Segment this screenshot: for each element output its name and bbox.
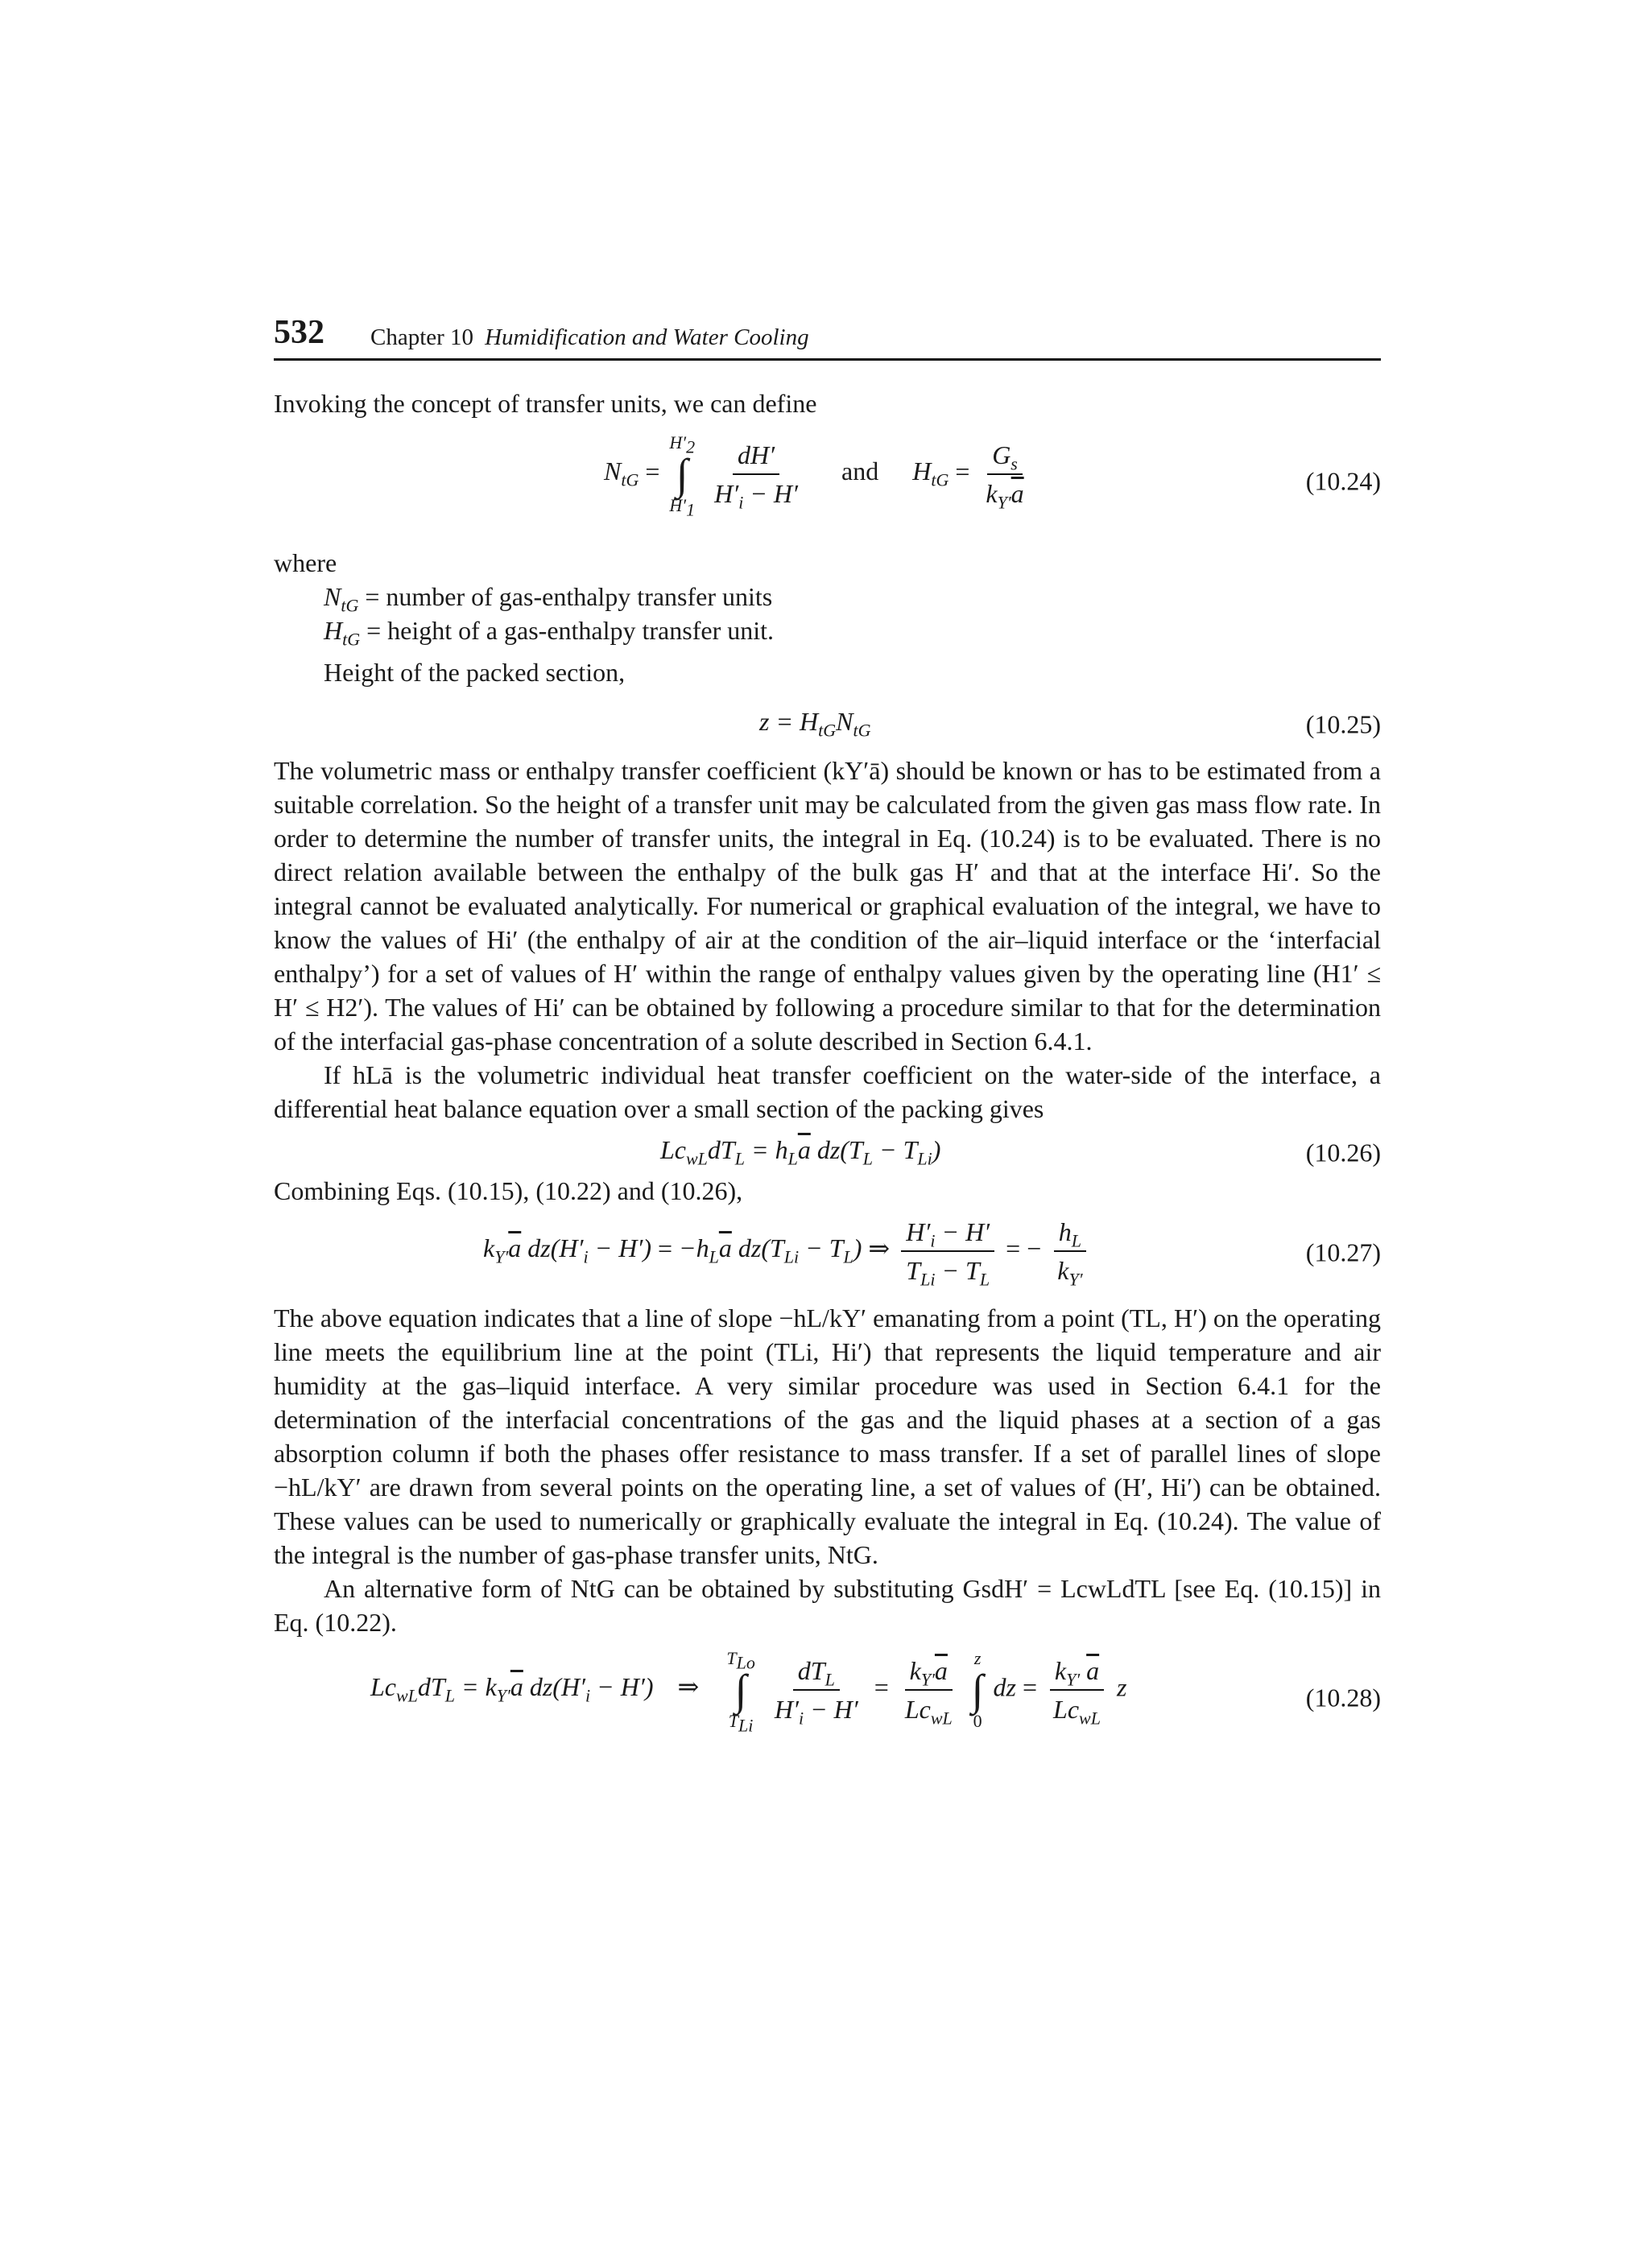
intro-text: Invoking the concept of transfer units, we can define [274,389,817,418]
equation-10-25: $z = H_{tG}N_{tG}$ (10.25) [759,707,1381,741]
and-word: and [841,456,879,486]
running-header [274,314,1381,361]
equation-10-26: $Lc_{wL}dT_L = h_L\overline{a}$ $dz(T_L - T_{Li})$ (10.26) [660,1135,1381,1169]
page-number: 532 [274,314,324,351]
paragraph-2: If hLā is the volumetric individual heat transfer coefficient on the water-side of the interface, a differential heat balance equation over a small section of the packing gives [274,1060,1381,1123]
definition-htg: $H_{tG}$ = height of a gas-enthalpy transfer unit. [324,616,774,650]
paragraph-3: The above equation indicates that a line of slope −hL/kY′ emanating from a point (TL, H′) on the operating line meets the equilibrium line at the point (TLi, Hi′) that represents the liquid temperature and air humidity at the gas–liquid interface. A very similar procedure was used in Section 6.4.1 for the determination of the interfacial concentrations of the gas and the liquid phases at a section of a gas absorption column if both the phases offer resistance to mass transfer. If a set of parallel lines of slope −hL/kY′ are drawn from several points on the operating line, a set of values of (H′, Hi′) can be obtained. These values can be used to numerically or graphically evaluate the integral in Eq. (10.24). The value of the integral is the number of gas-phase transfer units, NtG. [274,1303,1381,1569]
equation-10-27: $k_{Y'}\overline{a}$ $dz(H'_i - H') = -h_L\overline{a}$ $dz(T_{Li} - T_L)$ ⇒ $\frac{H'_i - H'}{T_{Li} - T_L}$ = − $\frac{h_L}{k_{Y'}}$ (10.27) [483,1217,1381,1290]
equation-number: (10.27) [1305,1237,1381,1267]
book-page [274,314,1381,1750]
equation-10-28: $Lc_{wL}dT_L = k_{Y'}\overline{a}$ $dz(H'_i - H')$ ⇒ $T_{Lo}$ ∫ $T_{Li}$ $\frac{dT_L}{H'_i - H'}$ = $\frac{k_{Y'}\overline{a}}{Lc_{wL}}$ z ∫ 0 dz = $\frac{k_{Y'} \overline{a}}{Lc_{wL}}$ z (10.28) [370,1648,1381,1736]
equation-number: (10.25) [1305,709,1381,739]
definition-ntg: $N_{tG}$ = number of gas-enthalpy transfer units [324,582,773,616]
where-label: where [274,548,337,577]
equation-number: (10.24) [1305,466,1381,496]
equation-10-24: $N_{tG}$ = $H'_2$ ∫ $H'_1$ $\frac{dH'}{H'_i - H'}$ and $H_{tG}$ = $\frac{G_s}{k_{Y'}\overline{a}}$ (10.24) [604,432,1381,520]
equation-number: (10.28) [1305,1683,1381,1712]
height-text: Height of the packed section, [324,658,626,687]
definition-list [324,580,1381,650]
chapter-label: Chapter 10 Humidification and Water Cooling [370,324,809,350]
equation-number: (10.26) [1305,1138,1381,1167]
paragraph-1: The volumetric mass or enthalpy transfer coefficient (kY′ā) should be known or has to be estimated from a suitable correlation. So the height of a transfer unit may be calculated from the given gas mass flow rate. In order to determine the number of transfer units, the integral in Eq. (10.24) is to be evaluated. There is no direct relation available between the enthalpy of the bulk gas H′ and that at the interface Hi′. So the integral cannot be evaluated analytically. For numerical or graphical evaluation of the integral, we have to know the values of Hi′ (the enthalpy of air at the condition of the air–liquid interface or the ‘interfacial enthalpy’) for a set of values of H′ within the range of enthalpy values given by the operating line (H1′ ≤ H′ ≤ H2′). The values of Hi′ can be obtained by following a procedure similar to that for the determination of the interfacial gas-phase concentration of a solute described in Section 6.4.1. [274,756,1381,1056]
paragraph-4: An alternative form of NtG can be obtained by substituting GsdH′ = LcwLdTL [see Eq. (10.15)] in Eq. (10.22). [274,1574,1381,1637]
combining-text: Combining Eqs. (10.15), (10.22) and (10.26), [274,1176,743,1205]
chapter-title: Humidification and Water Cooling [485,324,809,350]
